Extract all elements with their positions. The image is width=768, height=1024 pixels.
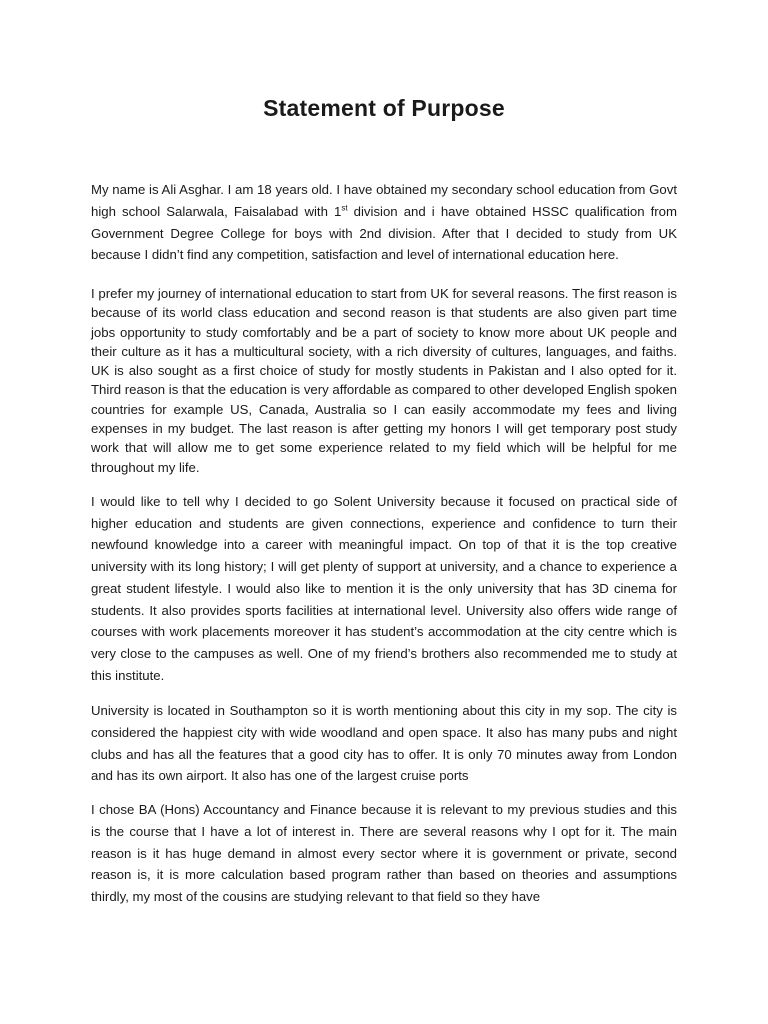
paragraph-text: My name is Ali Asghar. I am 18 years old. I have obtained my secondary school education from Govt high school Salarwala, Faisalabad with 1 [91, 182, 677, 219]
paragraph-introduction [91, 179, 677, 266]
page-title: Statement of Purpose [263, 95, 505, 121]
paragraph-course-choice: I chose BA (Hons) Accountancy and Finance because it is relevant to my previous studies and this is the course that I have a lot of interest in. There are several reasons why I opt for it. The main reason is it has huge demand in almost every sector where it is government or private, second reason is, it is more calculation based program rather than based on theories and assumptions thirdly, my most of the cousins are studying relevant to that field so they have [91, 802, 677, 905]
paragraph-text: division and i have obtained HSSC qualification from Government Degree College for boys with 2nd division. After that I decided to study from UK because I didn’t find any competition, satisfaction and level of international education here. [91, 203, 677, 263]
paragraph-why-uk: I prefer my journey of international education to start from UK for several reasons. The first reason is because of its world class education and second reason is that students are also given part time jobs opportunity to study comfortably and be a part of society to know more about UK people and their culture as it has a multicultural society, with a rich diversity of cultures, languages, and faiths. UK is also sought as a first choice of study for mostly students in Pakistan and I also opted for it. Third reason is that the education is very affordable as compared to other developed English spoken countries for example US, Canada, Australia so I can easily accommodate my fees and living expenses in my budget. The last reason is after getting my honors I will get temporary post study work that will allow me to get some experience related to my field which will be helpful for me throughout my life. [91, 286, 677, 475]
paragraph-southampton: University is located in Southampton so it is worth mentioning about this city in my sop. The city is considered the happiest city with wide woodland and open space. It also has many pubs and night clubs and has all the features that a good city has to offer. It is only 70 minutes away from London and has its own airport. It also has one of the largest cruise ports [91, 703, 677, 784]
paragraph-why-solent: I would like to tell why I decided to go Solent University because it focused on practical side of higher education and students are given connections, experience and confidence to turn their newfound knowledge into a career with meaningful impact. On top of that it is the top creative university with its long history; I will get plenty of support at university, and a chance to experience a great student lifestyle. I would also like to mention it is the only university that has 3D cinema for students. It also provides sports facilities at international level. University also offers wide range of courses with work placements moreover it has student’s accommodation at the city centre which is very close to the campuses as well. One of my friend’s brothers also recommended me to study at this institute. [91, 494, 677, 683]
ordinal-superscript: st [341, 203, 348, 213]
